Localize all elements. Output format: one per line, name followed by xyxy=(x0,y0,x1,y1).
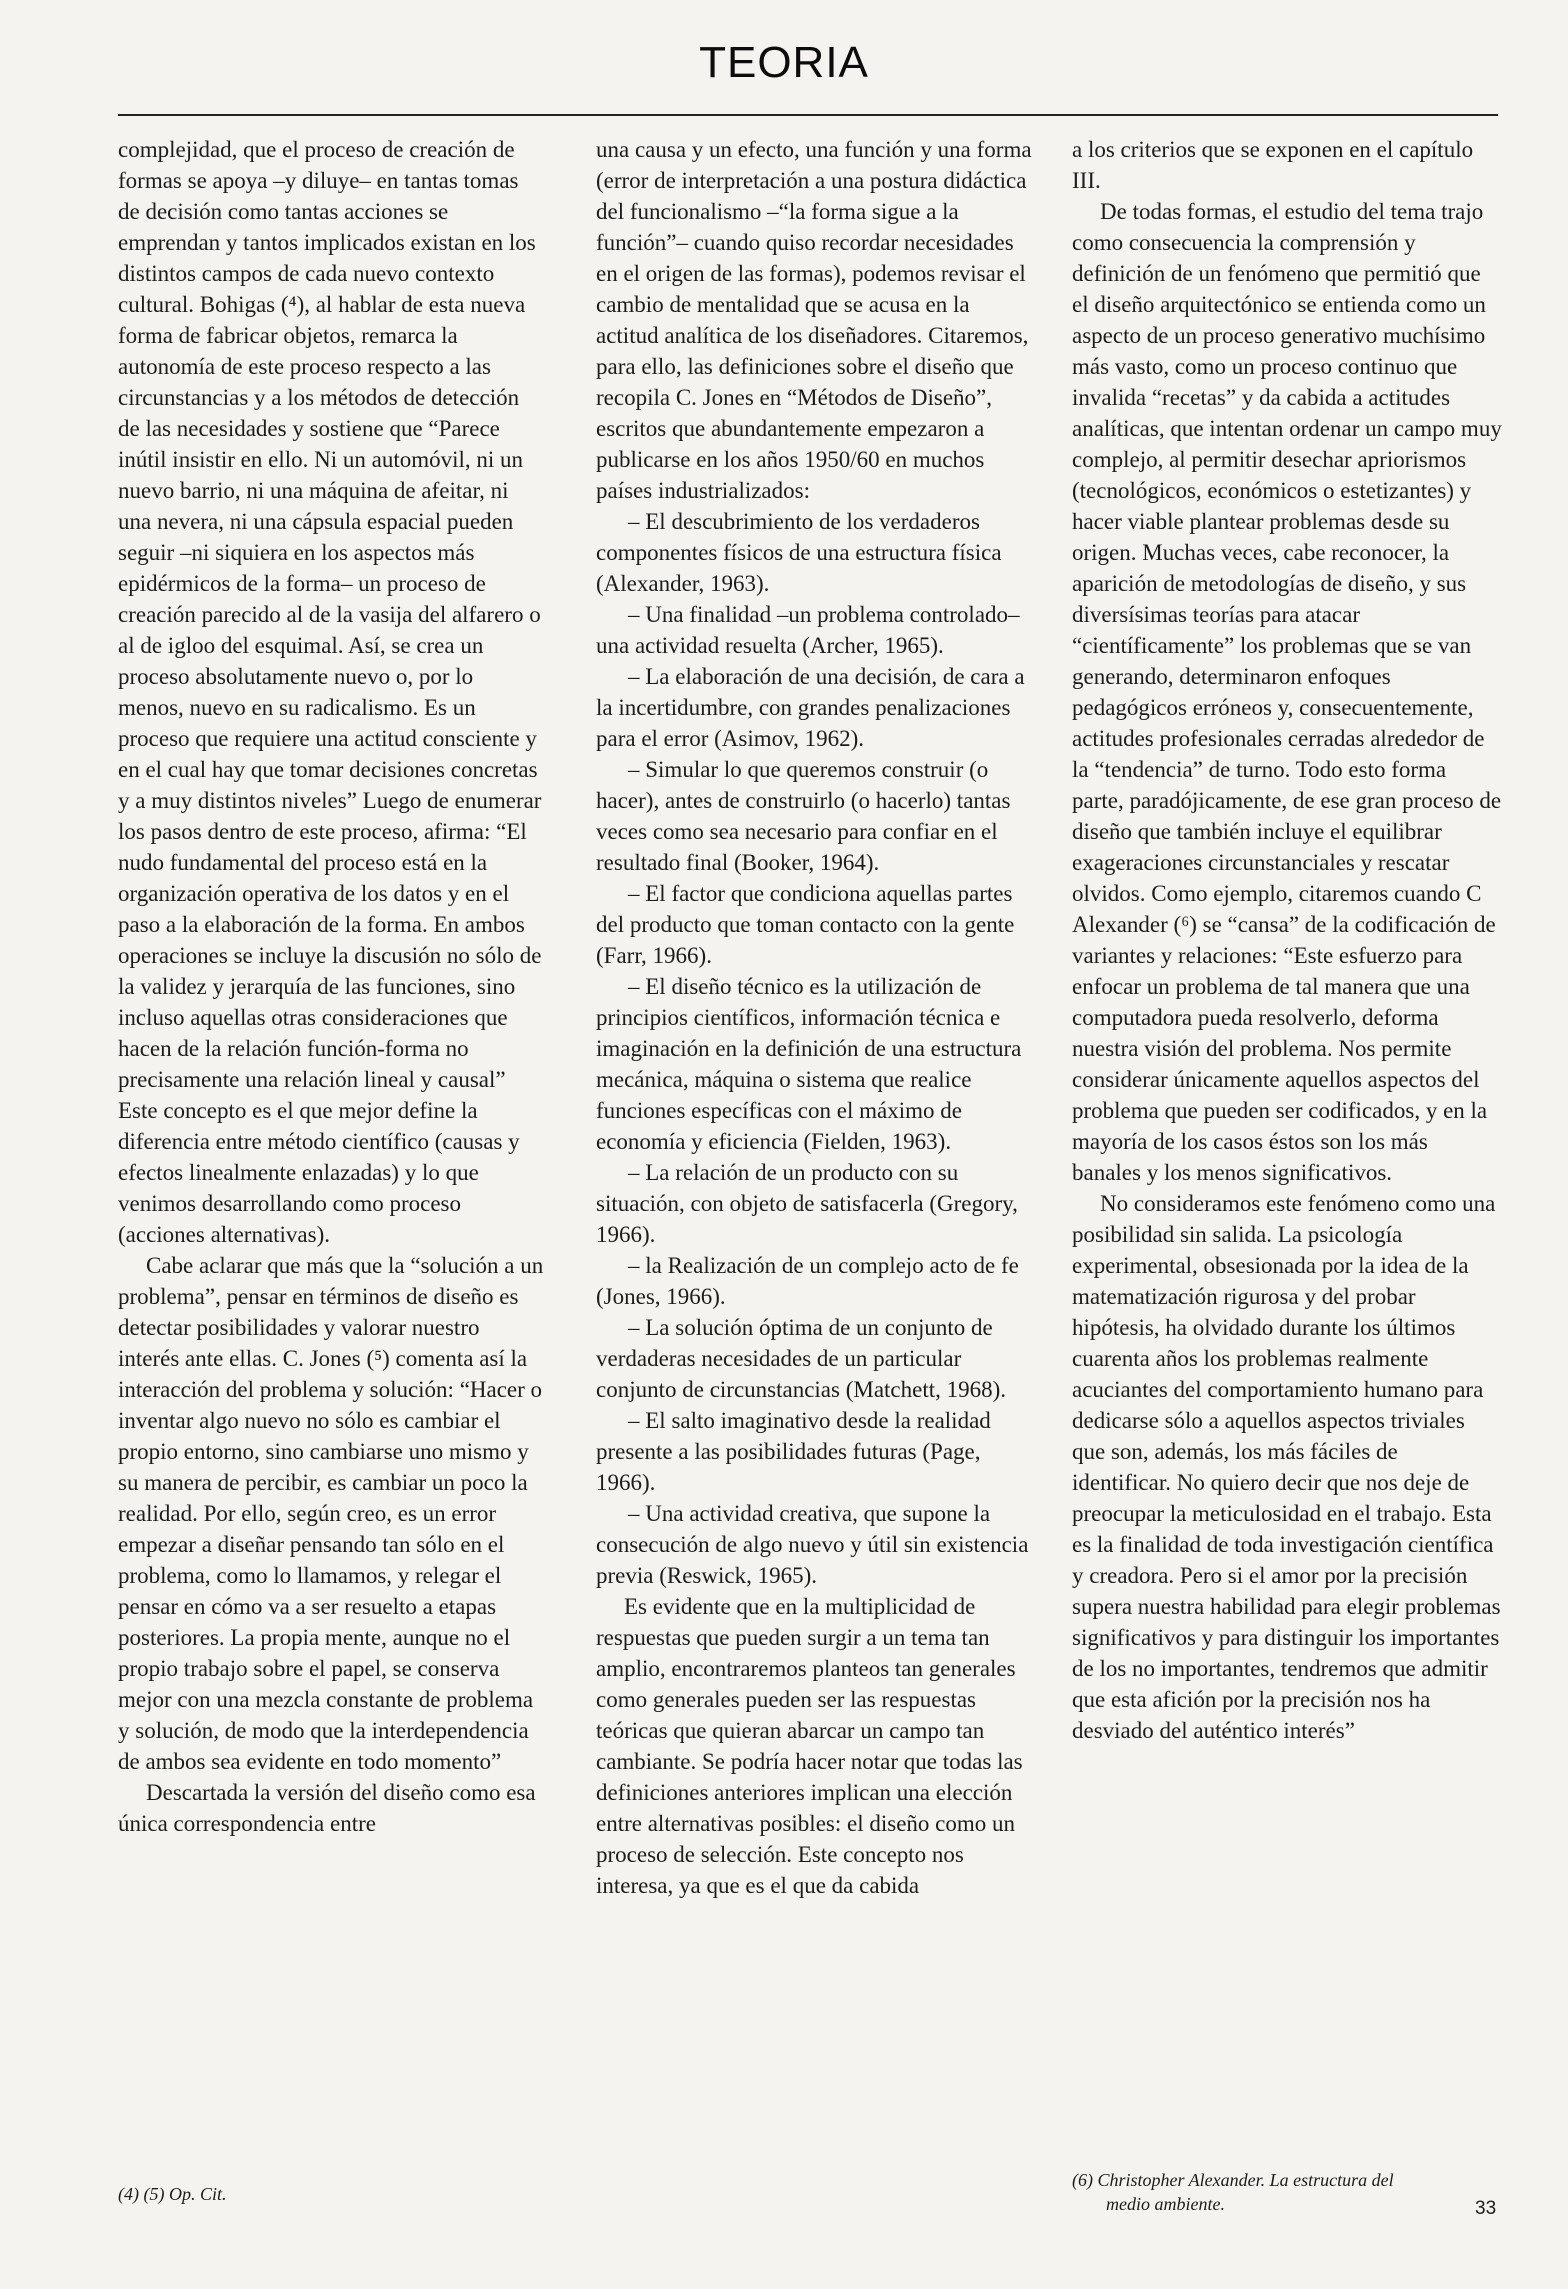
definition-item: – El descubrimiento de los verdaderos componentes físicos de una estructura física (Alexander, 1963). xyxy=(596,509,1002,596)
definition-item: – La elaboración de una decisión, de cara a la incertidumbre, con grandes penalizaciones para el error (Asimov, 1962). xyxy=(596,664,1025,751)
definition-item: – El diseño técnico es la utilización de principios científicos, información técnica e imaginación en la definición de una estructura mecánica, máquina o sistema que realice funciones específicas con el máximo de economía y eficiencia (Fielden, 1963). xyxy=(596,974,1022,1154)
paragraph: una causa y un efecto, una función y una forma (error de interpretación a una postura didáctica del funcionalismo –“la forma sigue a la función”– cuando quiso recordar necesidades en el origen de las formas), podemos revisar el cambio de mentalidad que se acusa en la actitud analítica de los diseñadores. Citaremos, para ello, las definiciones sobre el diseño que recopila C. Jones en “Métodos de Diseño”, escritos que abundantemente empezaron a publicarse en los años 1950/60 en muchos países industrializados: xyxy=(596,137,1032,503)
paragraph: No consideramos este fenómeno como una posibilidad sin salida. La psicología experimental, obsesionada por la idea de la matematización rigurosa y del probar hipótesis, ha olvidado durante los últimos cuarenta años los problemas realmente acuciantes del comportamiento humano para dedicarse sólo a aquellos aspectos triviales que son, además, los más fáciles de identificar. No quiero decir que nos deje de preocupar la meticulosidad en el trabajo. Esta es la finalidad de toda investigación científica y creadora. Pero si el amor por la precisión supera nuestra habilidad para elegir problemas significativos y para distinguir los importantes de los no importantes, tendremos que admitir que esta afición por la precisión nos ha desviado del auténtico interés” xyxy=(1072,1191,1501,1743)
paragraph: Descartada la versión del diseño como esa única correspondencia entre xyxy=(118,1780,536,1836)
paragraph: Es evidente que en la multiplicidad de respuestas que pueden surgir a un tema tan amplio, encontraremos planteos tan generales como generales pueden ser las respuestas teóricas que quieran abarcar un campo tan cambiante. Se podría hacer notar que todas las definiciones anteriores implican una elección entre alternativas posibles: el diseño como un proceso de selección. Este concepto nos interesa, ya que es el que da cabida xyxy=(596,1594,1023,1898)
header-rule xyxy=(118,114,1498,116)
definition-item: – Simular lo que queremos construir (o hacer), antes de construirlo (o hacerlo) tantas veces como sea necesario para confiar en el resultado final (Booker, 1964). xyxy=(596,757,1011,875)
text-column-1 xyxy=(118,134,544,1839)
definition-item: – Una actividad creativa, que supone la consecución de algo nuevo y útil sin existencia previa (Reswick, 1965). xyxy=(596,1501,1029,1588)
paragraph: complejidad, que el proceso de creación de formas se apoya –y diluye– en tantas tomas de decisión como tantas acciones se emprendan y tantos implicados existan en los distintos campos de cada nuevo contexto cultural. Bohigas (⁴), al hablar de esta nueva forma de fabricar objetos, remarca la autonomía de este proceso respecto a las circunstancias y a los métodos de detección de las necesidades y sostiene que “Parece inútil insistir en ello. Ni un automóvil, ni un nuevo barrio, ni una máquina de afeitar, ni una nevera, ni una cápsula espacial pueden seguir –ni siquiera en los aspectos más epidérmicos de la forma– un proceso de creación parecido al de la vasija del alfarero o al de igloo del esquimal. Así, se crea un proceso absolutamente nuevo o, por lo menos, nuevo en su radicalismo. Es un proceso que requiere una actitud consciente y en el cual hay que tomar decisiones concretas y a muy distintos niveles” Luego de enumerar los pasos dentro de este proceso, afirma: “El nudo fundamental del proceso está en la organización operativa de los datos y en el paso a la elaboración de la forma. En ambos operaciones se incluye la discusión no sólo de la validez y jerarquía de las funciones, sino incluso aquellas otras consideraciones que hacen de la relación función-forma no precisamente una relación lineal y causal” Este concepto es el que mejor define la diferencia entre método científico (causas y efectos linealmente enlazadas) y lo que venimos desarrollando como proceso (acciones alternativas). xyxy=(118,137,542,1247)
page-number: 33 xyxy=(1475,2198,1497,2219)
definition-item: – La solución óptima de un conjunto de verdaderas necesidades de un particular conjunto de circunstancias (Matchett, 1968). xyxy=(596,1315,1007,1402)
footnote-right xyxy=(1072,2168,1512,2216)
footnote-right-line1: (6) Christopher Alexander. La estructura del xyxy=(1072,2170,1394,2190)
paragraph: De todas formas, el estudio del tema trajo como consecuencia la comprensión y definición de un fenómeno que permitió que el diseño arquitectónico se entienda como un aspecto de un proceso generativo muchísimo más vasto, como un proceso continuo que invalida “recetas” y da cabida a actitudes analíticas, que intentan ordenar un campo muy complejo, al permitir desechar apriorismos (tecnológicos, económicos o estetizantes) y hacer viable plantear problemas desde su origen. Muchas veces, cabe reconocer, la aparición de metodologías de diseño, y sus diversísimas teorías para atacar “científicamente” los problemas que se van generando, determinaron enfoques pedagógicos erróneos y, consecuentemente, actitudes profesionales cerradas alrededor de la “tendencia” de turno. Todo esto forma parte, paradójicamente, de ese gran proceso de diseño que también incluye el equilibrar exageraciones circunstanciales y rescatar olvidos. Como ejemplo, citaremos cuando C Alexander (⁶) se “cansa” de la codificación de variantes y relaciones: “Este esfuerzo para enfocar un problema de tal manera que una computadora pueda resolverlo, deforma nuestra visión del problema. Nos permite considerar únicamente aquellos aspectos del problema que pueden ser codificados, y en la mayoría de los casos éstos son los más banales y los menos significativos. xyxy=(1072,199,1502,1185)
paragraph: Cabe aclarar que más que la “solución a un problema”, pensar en términos de diseño es detectar posibilidades y valorar nuestro interés ante ellas. C. Jones (⁵) comenta así la interacción del problema y solución: “Hacer o inventar algo nuevo no sólo es cambiar el propio entorno, sino cambiarse uno mismo y su manera de percibir, es cambiar un poco la realidad. Por ello, según creo, es un error empezar a diseñar pensando tan sólo en el problema, como lo llamamos, y relegar el pensar en cómo va a ser resuelto a etapas posteriores. La propia mente, aunque no el propio trabajo sobre el papel, se conserva mejor con una mezcla constante de problema y solución, de modo que la interdependencia de ambos sea evidente en todo momento” xyxy=(118,1253,544,1774)
paragraph: a los criterios que se exponen en el capítulo III. xyxy=(1072,137,1474,193)
text-column-3 xyxy=(1072,134,1502,1746)
footnote-left: (4) (5) Op. Cit. xyxy=(118,2184,227,2204)
definition-item: – la Realización de un complejo acto de fe (Jones, 1966). xyxy=(596,1253,1019,1309)
definition-item: – La relación de un producto con su situación, con objeto de satisfacerla (Gregory, 1966). xyxy=(596,1160,1018,1247)
text-column-2 xyxy=(596,134,1032,1901)
section-title: TEORIA xyxy=(699,38,869,87)
definition-item: – El salto imaginativo desde la realidad presente a las posibilidades futuras (Page, 1966). xyxy=(596,1408,991,1495)
definition-item: – El factor que condiciona aquellas partes del producto que toman contacto con la gente (Farr, 1966). xyxy=(596,881,1015,968)
footnote-right-line2: medio ambiente. xyxy=(1106,2194,1225,2214)
definition-item: – Una finalidad –un problema controlado– una actividad resuelta (Archer, 1965). xyxy=(596,602,1020,658)
